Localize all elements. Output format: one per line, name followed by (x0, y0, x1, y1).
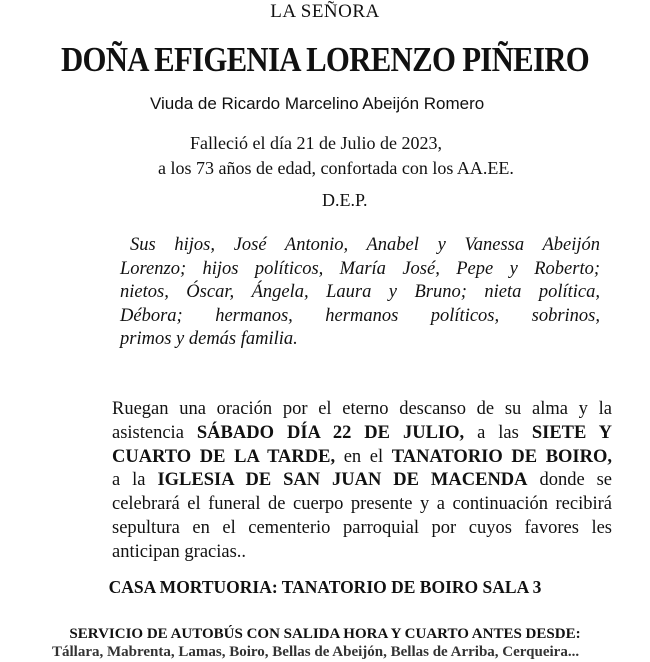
church-name: IGLESIA DE SAN JUAN DE MACENDA (157, 470, 528, 491)
prayer-line: Ruegan una oración por el eterno descanso de su alma y la (112, 399, 612, 419)
family-line: nietos, Óscar, Ángela, Laura y Bruno; nieta política, (120, 282, 600, 302)
prayer-line (112, 422, 612, 446)
family-paragraph (120, 234, 600, 352)
prayer-text: a las (464, 422, 532, 443)
prayer-line (112, 469, 612, 493)
widow-line: Viuda de Ricardo Marcelino Abeijón Romero (150, 94, 485, 113)
service-date: SÁBADO DÍA 22 DE JULIO, (196, 422, 465, 443)
deceased-name: DOÑA EFIGENIA LORENZO PIÑEIRO (60, 40, 590, 79)
prayer-text: en el (335, 446, 392, 467)
service-time: SIETE Y (531, 422, 612, 443)
death-date-line: Falleció el día 21 de Julio de 2023, (190, 133, 442, 153)
family-line: Sus hijos, José Antonio, Anabel y Vanessa Abeijón (130, 235, 600, 255)
bus-service-heading: SERVICIO DE AUTOBÚS CON SALIDA HORA Y CUARTO ANTES DESDE: (69, 626, 581, 642)
casa-mortuoria: CASA MORTUORIA: TANATORIO DE BOIRO SALA 3 (108, 577, 542, 597)
prayer-text: asistencia (112, 422, 197, 443)
family-line: primos y demás familia. (120, 329, 298, 349)
honorific: LA SEÑORA (270, 1, 380, 22)
prayer-paragraph (112, 398, 612, 565)
prayer-line: anticipan gracias.. (112, 541, 247, 562)
funeral-home: TANATORIO DE BOIRO, (391, 446, 612, 467)
prayer-line (112, 446, 612, 470)
prayer-line: celebrará el funeral de cuerpo presente y a continuación recibirá (112, 494, 612, 515)
prayer-text: a la (112, 470, 158, 491)
age-line: a los 73 años de edad, confortada con los AA.EE. (158, 158, 514, 178)
prayer-line: sepultura en el cementerio parroquial por cuyos favores les (112, 517, 612, 538)
family-line: Lorenzo; hijos políticos, María José, Pepe y Roberto; (120, 258, 600, 279)
prayer-text: donde se (527, 470, 613, 491)
family-line: Débora; hermanos, hermanos políticos, sobrinos, (120, 305, 600, 326)
service-time-cont: CUARTO DE LA TARDE, (112, 446, 336, 467)
bus-stops-line: Tállara, Mabrenta, Lamas, Boiro, Bellas de Abeijón, Bellas de Arriba, Cerqueira... (52, 644, 580, 660)
dep-abbreviation: D.E.P. (322, 190, 368, 210)
